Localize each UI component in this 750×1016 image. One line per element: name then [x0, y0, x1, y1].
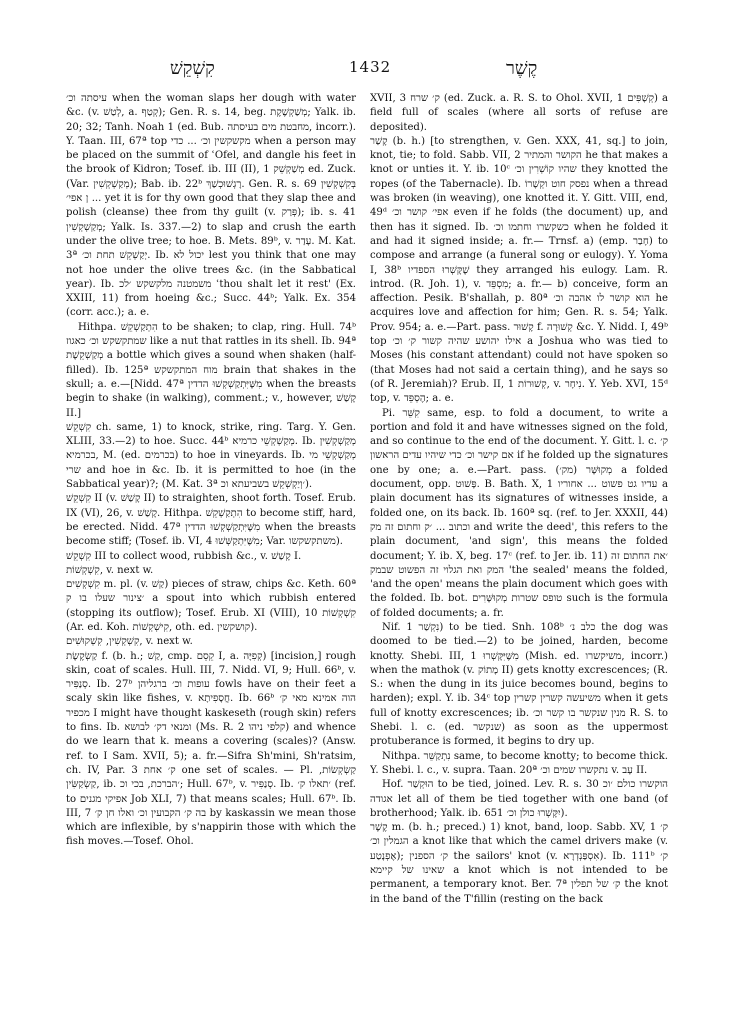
entry-continuation: XVII, 3 ק׳ שרח (ed. Zuck. a. R. S. to Ohol. XVII, 1 קְשָׁפִּים) a field full of scales (where all sorts of refuse are deposited).	[370, 93, 668, 133]
entry-paragraph: Hof. הוּקְשַׁר to be tied, joined. Lev. R. s. 30 הוקשרו כולם ׳וכ אגודה let all of them be tied together with one band (of brotherhood; Yalk. ib. 651 יִקָּשְׁרוּ כולן וכ׳).	[370, 779, 668, 819]
dictionary-entry: קָשַׁר (b. h.) [to strengthen, v. Gen. XXX, 41, sq.] to join, knot, tie; to fold. Sabb. VII, 2 הקושר והמתיר he that makes a knot or unties it. Y. ib. 10ᶜ שהיו קוֹשְׁרִין וכ׳ they knotted the ropes (of the Tabernacle). Ib. נפסק חוט וקְשָׁרוֹ when a thread was broken (in weaving), one knotted it. Y. Gitt. VIII, end, 49ᵈ אפי׳ קושר וכ׳ even if he folds (the document) up, and then has it signed. Ib. כשקשרו וחתמו וכ׳ when he folded it and had it signed inside; a. fr.— Trnsf. a) (emp. חָבַר) to compose and arrange (a funeral song or eulogy). Y. Yoma I, 38ᵇ שֶׁקָּשְׁרוּ הספדיו they arranged his eulogy. Lam. R. introd. (R. Joh. 1), v. מִסְפֵּד; a. fr.— b) conceive, form an affection. Pesik. B'shallah, p. 80ª הוא קושר לו אהבה וכ׳ he acquires love and affection for him; Gen. R. s. 54; Yalk. Prov. 954; a. e.—Part. pass. קָשׁוּר f. קְשׁוּרָה &c. Y. Nidd. I, 49ᵇ top אילו יהושע שהיה קשור ק׳ וכ׳ a Joshua who was tied to Moses (his constant attendant) could not have spoken so (that Moses had not said a certain thing), and he says so (of R. Jeremiah)? Erub. II, 1 קְשׁוּרוֹת, v. נִיחָר. Y. Yeb. XVI, 15ᵈ top, v. הֶסְפֵּד; a. e.	[370, 135, 668, 405]
entry-paragraph: Hithpa. הִתְקַשְׁקֵשׁ to be shaken; to clap, ring. Hull. 74ᵇ שמתקשקש וכ׳ כאגוז like a nut that rattles in its shell. Ib. 94ª מְקַשְׁקֵשֶׁת a bottle which gives a sound when shaken (half-filled). Ib. 125ª מוח המתקשקש brain that shakes in the skull; a. e.—[Nidd. 47ª מִשֶּׁיִּתְקַשְׁקְשׁוּ הדדין when the breasts begin to shake (in walking), comment.; v., however, קָשַׁשׁ II.]	[66, 321, 356, 419]
dictionary-entry: קֶשֶׁר m. (b. h.; preced.) 1) knot, band, loop. Sabb. XV, 1 ק׳ הגמלין וכ׳ a knot like that which the camel drivers make (v. אֶפְנָטַע); ק׳ הספנין the sailors' knot (v. אִסְפַּנְדְרָא). Ib. 111ᵇ ק׳ שאינו של קיימא a knot which is not intended to be permanent, a temporary knot. Ber. 7ª ק׳ של תפלין the knot in the band of the T'fillin (resting on the back	[370, 822, 668, 905]
page-number: 1432	[349, 58, 392, 76]
dictionary-entry: קַשְׂקֶשֶׂת f. (b. h.; קַשׁ, cmp. קֵסֵם I, a. קְפִיָּה) [incision,] rough skin, coat of scales. Hull. III, 7. Nidd. VI, 9; Hull. 66ᵇ, v. סְנַפִּיר. Ib. 27ᵇ עופות וכ׳ ברגליהן fowls have on their feet a scaly skin like fishes, v. חֲסָפִיתָא. Ib. 66ᵇ הוה אמינא מאי ק׳ מכפיר I might have thought kaskeseth (rough skin) refers to fins. Ib. ומנאי דק׳ לבושא (Ms. R. 2 קלפי ניהו) and whence do we learn that k. means a covering (scales)? (Answ. ref. to I Sam. XVII, 5); a. fr.—Sifra Sh'mini, Sh'ratsim, ch. IV, Par. 3 ק׳ אחת one set of scales. — Pl. קַשְׂקְשׂוֹת, קַשְׂקַשִּׂין, ib. ׳הברכת, בכי וכ; Hull. 67ᵇ, v. סְנַפִּיר. Ib. ׳תאלו ק׳ (ref. to אפיקי מגנים Job XLI, 7) that means scales; Hull. 67ᵇ. Ib. III, 7 בה ק׳ הקבועין וכ׳ ואלו חן ק׳ by kaskassin we mean those which are inflexible, by s'nappirin those with which the fish moves.—Tosef. Ohol.	[66, 650, 356, 848]
left-column	[66, 92, 356, 1004]
dictionary-entry: קִשְׁקְשׁוֹת, v. next w.	[66, 564, 154, 576]
right-column	[370, 92, 668, 1004]
entry-continuation: עיסתה וכ׳ when the woman slaps her dough with water &c. (v. לְטַשׁ, a. קְטַף); Gen. R. s. 14, beg. מְשַׁקְשֶׁקֶת; Yalk. ib. 20; 32; Tanh. Noah 1 (ed. Bub. מחבטת מים בעיסתה, incorr.). Y. Taan. III, 67ª top מקשקשין וכ׳ ... כדי when a person may be placed on the summit of ʿOfel, and dangle his feet in the brook of Kidron; Tosef. ib. III (II), 1 מְשַׁקְשֵׁק ed. Zuck. (Var. מְקַשְׁקְשִׁין); Bab. ib. 22ᵇ רָגְשׁוּכְשַׁךְ. Gen. R. s. 69 בְּקִשְׁקְשִׁין ... ן אפי׳ yet it is for thy own good that they slap thee and polish (cleanse) thee from thy guilt (v. פְּרַק); ib. s. 41 מְקַשְׁקְשִׁין; Yalk. Is. 337.—2) to slap and crush the earth under the olive tree; to hoe. B. Mets. 89ᵇ, v. עָדַר. M. Kat. 3ª יְקַשְׁקֵשׁ תחת וכ׳. Ib. יכול לא lest you think that one may not hoe under the olive trees &c. (in the Sabbatical year). Ib. משמטנה מלקשקש ׳לכ ʿthou shalt let it rest' (Ex. XXIII, 11) from hoeing &c.; Succ. 44ᵇ; Yalk. Ex. 354 (corr. acc.); a. e.	[66, 93, 356, 319]
entry-paragraph: Nithpa. נִתְקַשֵּׁר same, to become knotty; to become thick. Y. Shebi. l. c., v. supra. Taan. 20ª נתקשרו שמים וכ׳ v. עָב II.	[370, 750, 668, 776]
dictionary-entry: קִשְׁקֵשׁ ch. same, 1) to knock, strike, ring. Targ. Y. Gen. XLIII, 33.—2) to hoe. Succ. 44ᵇ מְקַשְׁקְשֵׁי כרמיא. Ib. מְקַשְׁקְשִׁין בכרמיא, M. (ed. בכרמים) to hoe in vineyards. Ib. מְקַשְׁקְשֵׁי מי שרי and hoe in &c. Ib. it is permitted to hoe (in the Sabbatical year)?; (M. Kat. 3ª ׳וְיַקְשְׁקֵשׁ בשביעתא וכ).	[66, 421, 356, 491]
dictionary-entry: קִשְׁקְשִׁים m. pl. (v. קַשׁ) pieces of straw, chips &c. Keth. 60ª ׳צינור שעלו בו ק a spout into which rubbish entered (stopping its outflow); Tosef. Erub. XI (VIII), 10 קִשְׁקְשׁוֹת (Ar. ed. Koh. קִישְׁקְשׁוֹת, oth. ed. קושקשין).	[66, 579, 356, 633]
right-running-headword: קֶשֶׁר	[506, 58, 538, 79]
entry-paragraph: Pi. קִשֵּׁר same, esp. to fold a document, to write a portion and fold it and have witnesses signed on the fold, and so continue to the end of the document. Y. Gitt. l. c. ק׳ אם קישר וכ׳ כדי שיהיו עדים הראשון if he folded up the signatures one by one; a. e.—Part. pass. מְקוּשָּׁר (מק׳) a folded document, opp. פָּשׁוּט. B. Bath. X, 1 עדיו גט פשוט ... אחוריו a plain document has its signatures of witnesses inside, a folded one, on its back. Ib. 160ª sq. (ref. to Jer. XXXII, 44) וכתוב ... ׳ק וחתום זה מק and write the deed', this refers to the plain document, 'and sign', this means the folded document; Y. ib. X, beg. 17ᶜ (ref. to Jer. ib. 11) ׳את החתום זה המק ואת הגלוי זה הפשוט שבמק 'the sealed' means the folded, 'and the open' means the plain document which goes with the folded. Ib. bot. טופס שטרות מְקוּשָּׁרִים such is the formula of folded documents; a. fr.	[370, 407, 668, 619]
left-running-headword: קִשְׁקֵשׁ	[170, 58, 215, 79]
dictionary-entry: קִשְׁקֵשׁ II (v. קָשַׁשׁ II) to straighten, shoot forth. Tosef. Erub. IX (VI), 26, v. קָשַׁשׁ. Hithpa. הִתְקַשְׁקֵשׁ to become stiff, hard, be erected. Nidd. 47ª מִשֶּׁיִּתְקַשְׁקְשׁוּ הדדין when the breasts become stiff; (Tosef. ib. VI, 4 מִשֶּׁיִּתְקַשְּׁשׁוּ; Var. משתקשקשו).	[66, 493, 356, 548]
entry-paragraph: Nif. נִקְשַׁר 1) to be tied. Snh. 108ᵇ כלב נ׳ the dog was doomed to be tied.—2) to be joined, harden, become knotty. Shebi. III, 1 מִשֶּׁיִּקָּשְׁרוּ (Mish. ed. משיקשרו, incorr.) when the mathok (v. מָתוֹק II) gets knotty excrescences; (R. S.: when the dung in its juice becomes bound, begins to harden); expl. Y. ib. 34ᶜ top משיעשה קשרין קשרין when it gets full of knotty excrescences; ib. מנין שנקשר בו קשר וכ׳ R. S. to Shebi. l. c. (ed. שנקשר) as soon as the uppermost protuberance is formed, it begins to dry up.	[370, 621, 668, 748]
dictionary-entry: קִשְׁקֵשׁ III to collect wood, rubbish &c., v. קָשַׁשׁ I.	[66, 550, 302, 562]
page-header	[0, 58, 750, 84]
dictionary-entry: קִשְׁקְשִׁין, קִשְׁקוּשִׁים, v. next w.	[66, 636, 193, 648]
